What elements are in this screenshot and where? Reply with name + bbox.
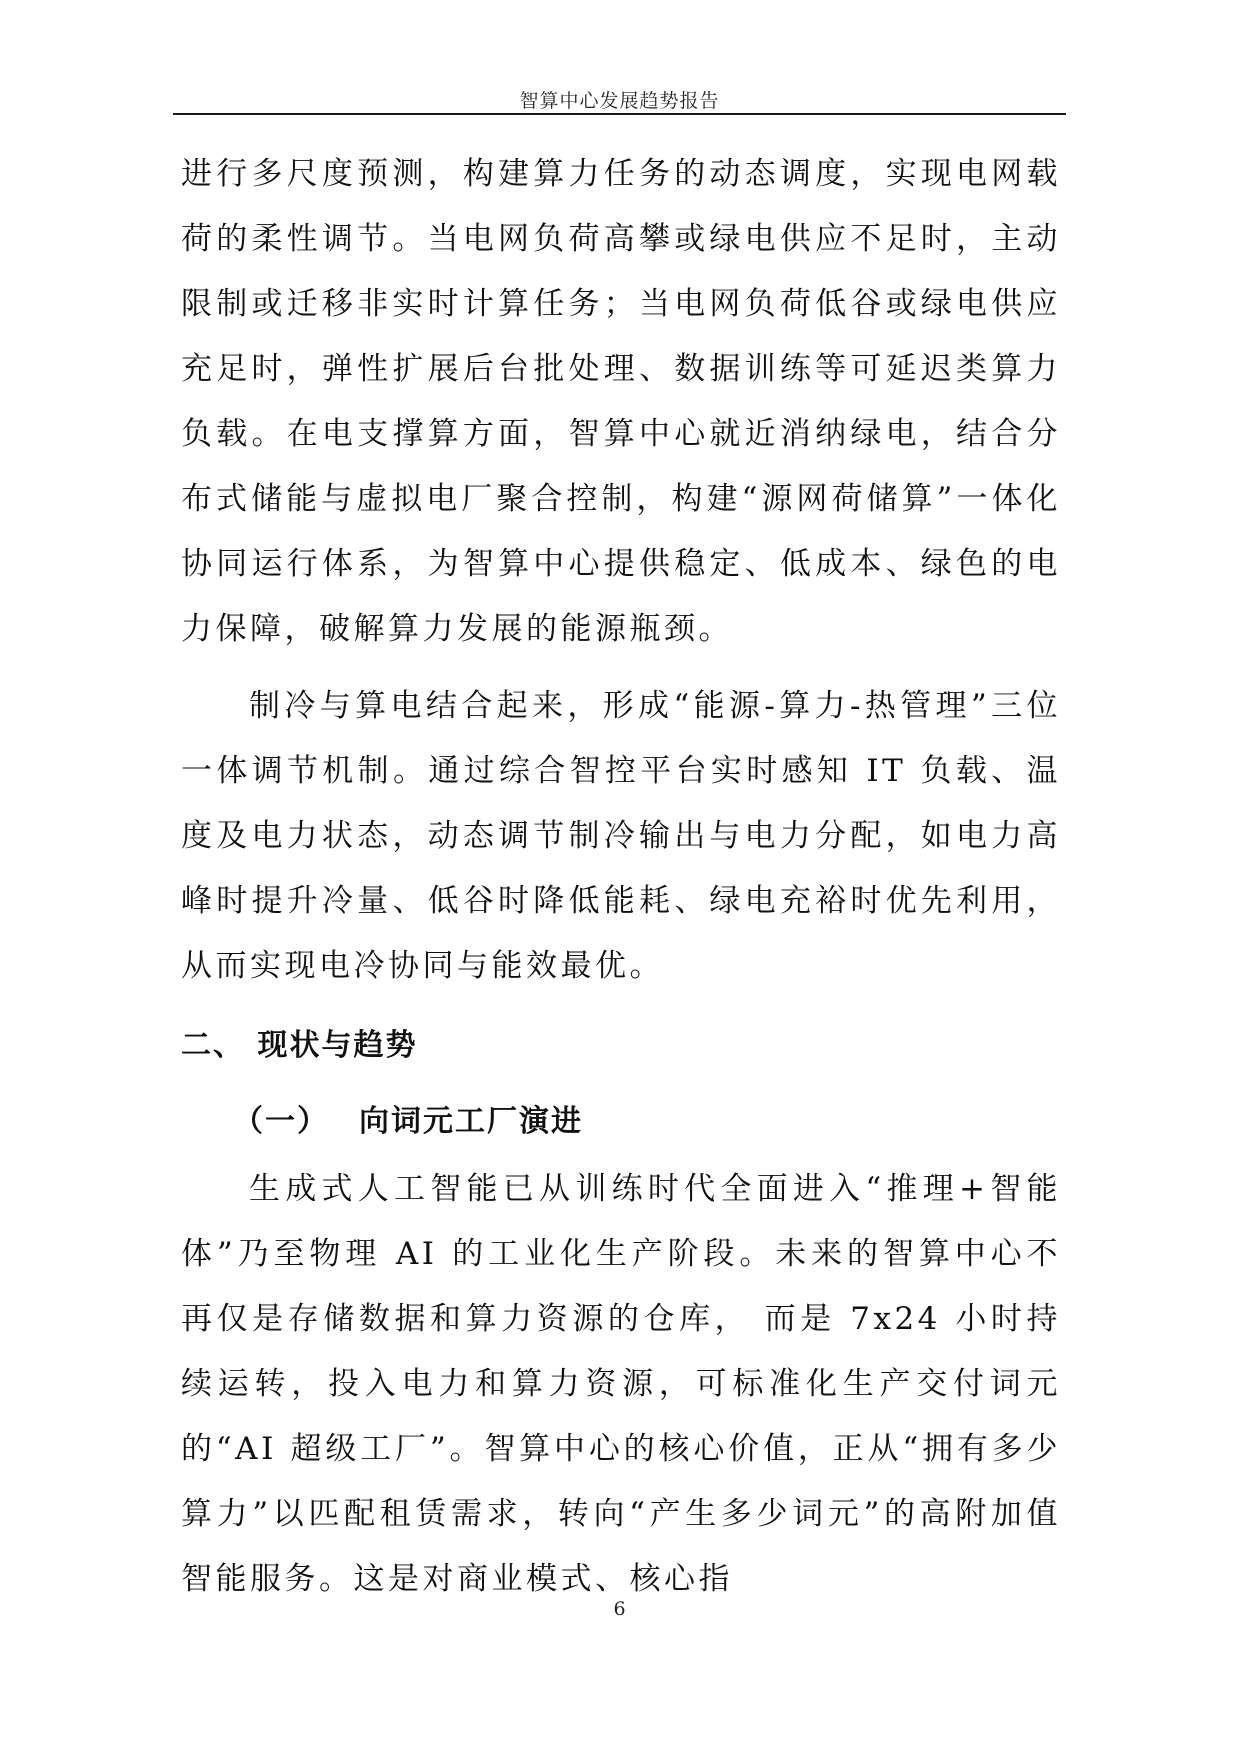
page-body [181,142,1061,1612]
page-number: 6 [613,1598,626,1620]
subsection-title: 向词元工厂演进 [359,1104,583,1139]
running-header: 智算中心发展趋势报告 [519,90,720,112]
header-rule [173,113,1066,115]
body-paragraph: 生成式人工智能已从训练时代全面进入“推理+智能体”乃至物理 AI 的工业化生产阶段。未来的智算中心不再仅是存储数据和算力资源的仓库， 而是 7x24 小时持续运转，投入电力和算力资源，可标准化生产交付词元的“AI 超级工厂”。智算中心的核心价值，正从“拥有多少算力”以匹配租赁需求，转向“产生多少词元”的高附加值智能服务。这是对商业模式、核心指 [181,1171,1061,1597]
subsection-number: （一） [233,1104,329,1139]
body-paragraph-continued: 进行多尺度预测，构建算力任务的动态调度，实现电网载荷的柔性调节。当电网负荷高攀或绿电供应不足时，主动限制或迁移非实时计算任务；当电网负荷低谷或绿电供应充足时，弹性扩展后台批处理、数据训练等可延迟类算力负载。在电支撑算方面，智算中心就近消纳绿电，结合分布式储能与虚拟电厂聚合控制，构建“源网荷储算”一体化协同运行体系，为智算中心提供稳定、低成本、绿色的电力保障，破解算力发展的能源瓶颈。 [181,156,1061,647]
subsection-heading [181,1087,1061,1157]
section-heading: 二、 现状与趋势 [181,1028,418,1063]
body-paragraph: 制冷与算电结合起来，形成“能源-算力-热管理”三位一体调节机制。通过综合智控平台实时感知 IT 负载、温度及电力状态，动态调节制冷输出与电力分配，如电力高峰时提升冷量、低谷时降低能耗、绿电充裕时优先利用，从而实现电冷协同与能效最优。 [181,688,1061,984]
